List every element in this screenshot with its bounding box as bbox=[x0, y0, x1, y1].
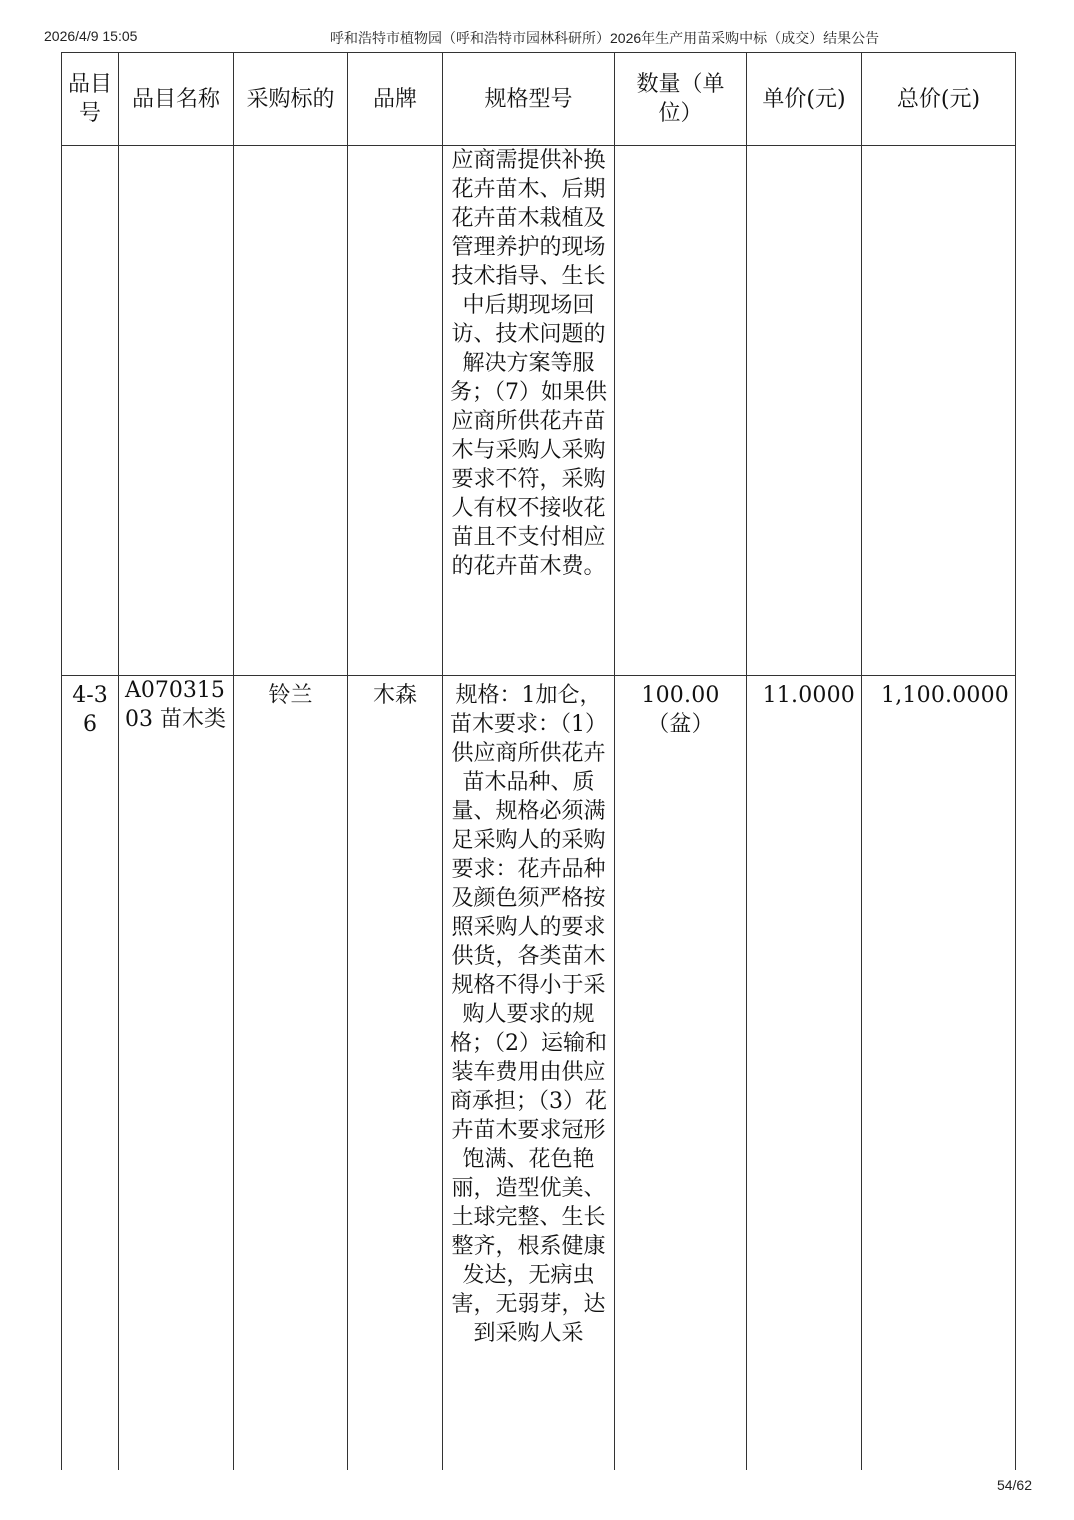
col-header-spec: 规格型号 bbox=[443, 53, 615, 146]
document-title: 呼和浩特市植物园（呼和浩特市园林科研所）2026年生产用苗采购中标（成交）结果公告 bbox=[330, 30, 880, 46]
cell-quantity: 100.00（盆） bbox=[615, 676, 747, 1470]
cell-empty bbox=[62, 146, 119, 676]
cell-brand: 木森 bbox=[348, 676, 443, 1470]
cell-empty bbox=[348, 146, 443, 676]
cell-empty bbox=[119, 146, 234, 676]
col-header-total-price: 总价(元) bbox=[862, 53, 1016, 146]
cell-spec: 规格：1加仑，苗木要求：（1）供应商所供花卉苗木品种、质量、规格必须满足采购人的采购要求：花卉品种及颜色须严格按照采购人的要求供货，各类苗木规格不得小于采购人要求的规格；（2）运输和装车费用由供应商承担；（3）花卉苗木要求冠形饱满、花色艳丽，造型优美、土球完整、生长整齐，根系健康发达，无病虫害，无弱芽，达到采购人采 bbox=[443, 676, 615, 1470]
page-number: 54/62 bbox=[996, 1477, 1032, 1493]
print-datetime: 2026/4/9 15:05 bbox=[44, 28, 138, 44]
table-header-row bbox=[62, 53, 1016, 146]
col-header-unit-price: 单价(元) bbox=[747, 53, 862, 146]
cell-empty bbox=[234, 146, 348, 676]
procurement-table bbox=[61, 52, 1016, 1470]
col-header-item-name: 品目名称 bbox=[119, 53, 234, 146]
cell-item-no: 4-36 bbox=[62, 676, 119, 1470]
cell-target: 铃兰 bbox=[234, 676, 348, 1470]
cell-unit-price: 11.0000 bbox=[747, 676, 862, 1470]
col-header-target: 采购标的 bbox=[234, 53, 348, 146]
cell-spec-continued: 应商需提供补换花卉苗木、后期花卉苗木栽植及管理养护的现场技术指导、生长中后期现场回访、技术问题的解决方案等服务；（7）如果供应商所供花卉苗木与采购人采购要求不符，采购人有权不接收花苗且不支付相应的花卉苗木费。 bbox=[443, 146, 615, 676]
col-header-quantity: 数量（单位） bbox=[615, 53, 747, 146]
col-header-brand: 品牌 bbox=[348, 53, 443, 146]
col-header-item-no: 品目号 bbox=[62, 53, 119, 146]
cell-item-name: A07031503 苗木类 bbox=[119, 676, 234, 1470]
cell-empty bbox=[862, 146, 1016, 676]
table-row bbox=[62, 676, 1016, 1470]
cell-empty bbox=[615, 146, 747, 676]
cell-total-price: 1,100.0000 bbox=[862, 676, 1016, 1470]
table-row-continued bbox=[62, 146, 1016, 676]
cell-empty bbox=[747, 146, 862, 676]
